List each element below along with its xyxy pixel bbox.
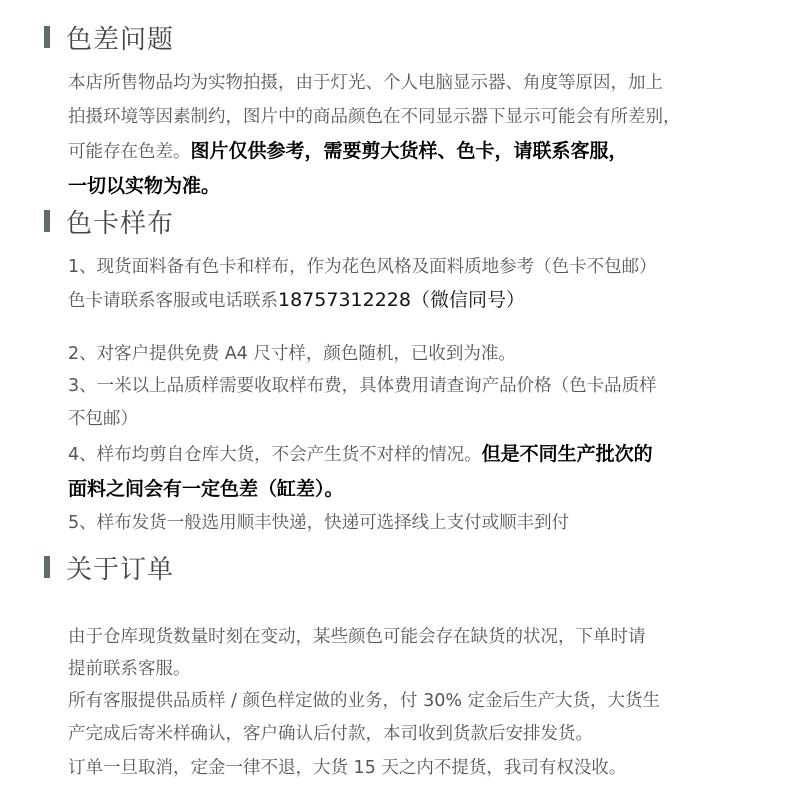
- contact-prefix: 色卡请联系客服或电话联系: [68, 291, 278, 311]
- emphasis-line: 面料之间会有一定色差（缸差）。: [68, 478, 344, 500]
- emphasis-line: 一切以实物为准。: [68, 175, 221, 197]
- section-header-swatch: [44, 206, 175, 239]
- normal-text: 可能存在色差。: [68, 142, 191, 162]
- paragraph-line: 拍摄环境等因素制约，图片中的商品颜色在不同显示器下显示可能会有所差别，: [68, 107, 681, 127]
- emphasis-text: 但是不同生产批次的: [481, 443, 653, 465]
- paragraph-line: 订单一旦取消，定金一律不退，大货 15 天之内不提货，我司有权没收。: [68, 758, 627, 778]
- list-item: 3、一米以上品质样需要收取样布费，具体费用请查询产品价格（色卡品质样: [68, 376, 657, 396]
- section-bar-icon: [44, 556, 50, 578]
- list-item: 2、对客户提供免费 A4 尺寸样，颜色随机，已收到为准。: [68, 344, 516, 364]
- section-title: 色卡样布: [66, 208, 175, 239]
- normal-text: 4、样布均剪自仓库大货，不会产生货不对样的情况。: [68, 445, 482, 465]
- phone-number: 18757312228（微信同号）: [278, 289, 525, 311]
- section-title: 色差问题: [66, 24, 175, 55]
- list-item: 1、现货面料备有色卡和样布，作为花色风格及面料质地参考（色卡不包邮）: [68, 257, 657, 277]
- paragraph-line: 产完成后寄米样确认，客户确认后付款，本司收到货款后安排发货。: [68, 724, 593, 744]
- paragraph-line: 提前联系客服。: [68, 659, 191, 679]
- paragraph-line: 由于仓库现货数量时刻在变动，某些颜色可能会存在缺货的状况，下单时请: [68, 627, 646, 647]
- emphasis-text: 图片仅供参考，需要剪大货样、色卡，请联系客服，: [190, 140, 628, 162]
- paragraph-line: [68, 140, 628, 163]
- section-title: 关于订单: [66, 554, 175, 585]
- section-bar-icon: [44, 26, 50, 48]
- section-header-order: [44, 552, 175, 585]
- paragraph-line: 本店所售物品均为实物拍摄，由于灯光、个人电脑显示器、角度等原因，加上: [68, 73, 663, 93]
- paragraph-line: 所有客服提供品质样 / 颜色样定做的业务，付 30% 定金后生产大货，大货生: [68, 691, 661, 711]
- list-item: [68, 443, 653, 466]
- list-item-continuation: [68, 289, 525, 312]
- list-item-continuation: 不包邮）: [68, 409, 138, 429]
- list-item: 5、样布发货一般选用顺丰快递，快递可选择线上支付或顺丰到付: [68, 513, 570, 533]
- section-header-color-difference: [44, 22, 175, 55]
- section-bar-icon: [44, 210, 50, 232]
